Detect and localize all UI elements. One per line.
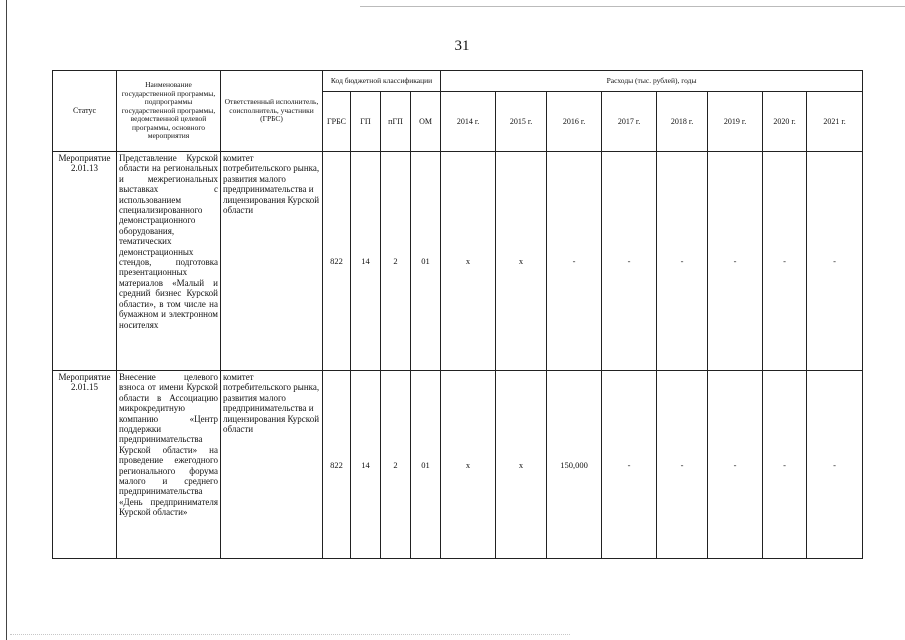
- program-table: [52, 70, 863, 559]
- header-gp: ГП: [351, 92, 381, 152]
- row-value: -: [547, 152, 602, 371]
- row-value: x: [441, 152, 496, 371]
- row-om: 01: [411, 152, 441, 371]
- header-executor: Ответственный исполнитель, соисполнитель, участники (ГРБС): [221, 71, 323, 152]
- header-year: 2015 г.: [496, 92, 547, 152]
- row-gp: 14: [351, 152, 381, 371]
- row-pgp: 2: [381, 371, 411, 559]
- header-om: ОМ: [411, 92, 441, 152]
- row-status: Мероприятие 2.01.15: [53, 371, 117, 559]
- row-status: Мероприятие 2.01.13: [53, 152, 117, 371]
- row-value: -: [807, 152, 863, 371]
- row-executor: комитет потребительского рынка, развития малого предпринимательства и лицензирования Курской области: [221, 152, 323, 371]
- row-value: -: [602, 371, 657, 559]
- header-grbs: ГРБС: [323, 92, 351, 152]
- row-name: Внесение целевого взноса от имени Курской области в Ассоциацию микрокредитную компанию «Центр поддержки предпринимательства Курской области» на проведение ежегодного регионального форума малого и среднего предпринимательства «День предпринимателя Курской области»: [117, 371, 221, 559]
- header-name: Наименование государственной программы, подпрограммы государственной программы, ведомственной целевой программы, основного мероприятия: [117, 71, 221, 152]
- row-value: -: [807, 371, 863, 559]
- row-value: -: [708, 371, 763, 559]
- row-om: 01: [411, 371, 441, 559]
- row-value: x: [496, 152, 547, 371]
- header-pgp: пГП: [381, 92, 411, 152]
- row-grbs: 822: [323, 152, 351, 371]
- row-executor: комитет потребительского рынка, развития малого предпринимательства и лицензирования Курской области: [221, 371, 323, 559]
- header-status: Статус: [53, 71, 117, 152]
- row-value: -: [763, 371, 807, 559]
- row-value: -: [763, 152, 807, 371]
- row-value: x: [441, 371, 496, 559]
- row-value: -: [708, 152, 763, 371]
- header-year: 2016 г.: [547, 92, 602, 152]
- scan-left-edge: [6, 0, 7, 640]
- header-budget-code: Код бюджетной классификации: [323, 71, 441, 92]
- row-value: -: [657, 371, 708, 559]
- row-pgp: 2: [381, 152, 411, 371]
- table-row: [53, 152, 863, 371]
- page-number: 31: [454, 38, 470, 54]
- row-value: -: [602, 152, 657, 371]
- scan-bottom-noise: [10, 634, 570, 635]
- header-year: 2018 г.: [657, 92, 708, 152]
- row-value: 150,000: [547, 371, 602, 559]
- header-year: 2017 г.: [602, 92, 657, 152]
- header-expenses: Расходы (тыс. рублей), годы: [441, 71, 863, 92]
- row-value: x: [496, 371, 547, 559]
- header-row-1: [53, 71, 863, 92]
- row-gp: 14: [351, 371, 381, 559]
- header-year: 2014 г.: [441, 92, 496, 152]
- header-year: 2021 г.: [807, 92, 863, 152]
- header-year: 2019 г.: [708, 92, 763, 152]
- table-row: [53, 371, 863, 559]
- top-rule: [360, 6, 905, 7]
- header-year: 2020 г.: [763, 92, 807, 152]
- row-name: Представление Курской области на региональных и межрегиональных выставках с использованием специализированного демонстрационного оборудования, тематических демонстрационных стендов, подготовка презентационных материалов «Малый и средний бизнес Курской области», в том числе на бумажном и электронном носителях: [117, 152, 221, 371]
- row-grbs: 822: [323, 371, 351, 559]
- row-value: -: [657, 152, 708, 371]
